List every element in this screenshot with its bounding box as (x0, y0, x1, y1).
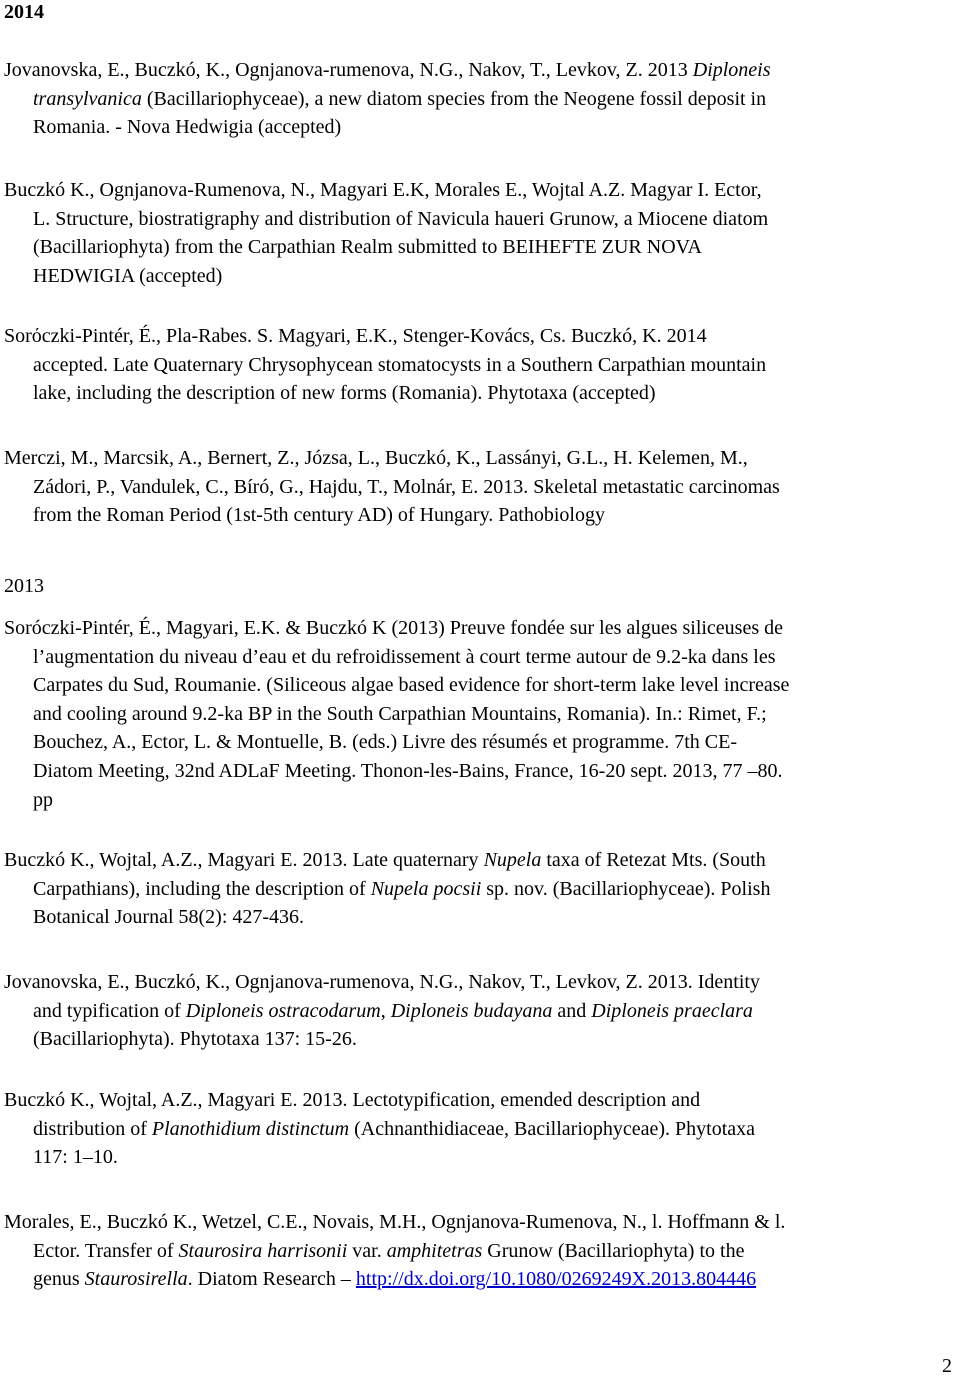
page-number: 2 (942, 1355, 952, 1377)
reference-2013-1: Soróczki-Pintér, É., Magyari, E.K. & Buczkó K (2013) Preuve fondée sur les algues siliceuses de l’augmentation du niveau d’eau et du refroidissement à court terme autour de 9.2-ka dans les Carpates du Sud, Roumanie. (Siliceous algae based evidence for short-term lake level increase and cooling around 9.2-ka BP in the South Carpathian Mountains, Romania). In.: Rimet, F.; Bouchez, A., Ector, L. & Montuelle, B. (eds.) Livre des résumés et programme. 7th CE- Diatom Meeting, 32nd ADLaF Meeting. Thonon-les-Bains, France, 16-20 sept. 2013, 77 –80. pp (4, 617, 790, 811)
year-heading-2014: 2014 (4, 1, 44, 23)
reference-2013-2: Buczkó K., Wojtal, A.Z., Magyari E. 2013. Late quaternary Nupela taxa of Retezat Mts. (South Carpathians), including the description of Nupela pocsii sp. nov. (Bacillariophyceae). Polish Botanical Journal 58(2): 427-436. (4, 849, 771, 929)
year-heading-2013: 2013 (4, 575, 44, 597)
reference-2014-4: Merczi, M., Marcsik, A., Bernert, Z., Józsa, L., Buczkó, K., Lassányi, G.L., H. Kelemen, M., Zádori, P., Vandulek, C., Bíró, G., Hajdu, T., Molnár, E. 2013. Skeletal metastatic carcinomas from the Roman Period (1st-5th century AD) of Hungary. Pathobiology (4, 447, 780, 527)
reference-2013-3: Jovanovska, E., Buczkó, K., Ognjanova-rumenova, N.G., Nakov, T., Levkov, Z. 2013. Identity and typification of Diploneis ostracodarum, Diploneis budayana and Diploneis praeclara (Bacillariophyta). Phytotaxa 137: 15-26. (4, 971, 760, 1051)
reference-2014-2: Buczkó K., Ognjanova-Rumenova, N., Magyari E.K, Morales E., Wojtal A.Z. Magyar I. Ector, L. Structure, biostratigraphy and distribution of Navicula haueri Grunow, a Miocene diatom (Bacillariophyta) from the Carpathian Realm submitted to BEIHEFTE ZUR NOVA HEDWIGIA (accepted) (4, 179, 769, 287)
reference-2014-1: Jovanovska, E., Buczkó, K., Ognjanova-rumenova, N.G., Nakov, T., Levkov, Z. 2013 Diploneis transylvanica (Bacillariophyceae), a new diatom species from the Neogene fossil deposit in Romania. - Nova Hedwigia (accepted) (4, 59, 771, 139)
reference-2013-4: Buczkó K., Wojtal, A.Z., Magyari E. 2013. Lectotypification, emended description and distribution of Planothidium distinctum (Achnanthidiaceae, Bacillariophyceae). Phytotaxa 117: 1–10. (4, 1089, 756, 1169)
reference-2014-3: Sorόczki-Pintér, É., Pla-Rabes. S. Magyari, E.K., Stenger-Kovács, Cs. Buczkó, K. 2014 accepted. Late Quaternary Chrysophycean stomatocysts in a Southern Carpathian mountain lake, including the description of new forms (Romania). Phytotaxa (accepted) (4, 325, 767, 405)
doi-link[interactable]: http://dx.doi.org/10.1080/0269249X.2013.804446 (355, 1268, 757, 1291)
reference-2013-5: Morales, E., Buczkó K., Wetzel, C.E., Novais, M.H., Ognjanova-Rumenova, N., l. Hoffmann & l. Ector. Transfer of Staurosira harrisonii var. amphitetras Grunow (Bacillariophyta) to the genus Staurosirella. Diatom Research – http://dx.doi.org/10.1080/0269249X.2013.804446 (4, 1211, 786, 1291)
